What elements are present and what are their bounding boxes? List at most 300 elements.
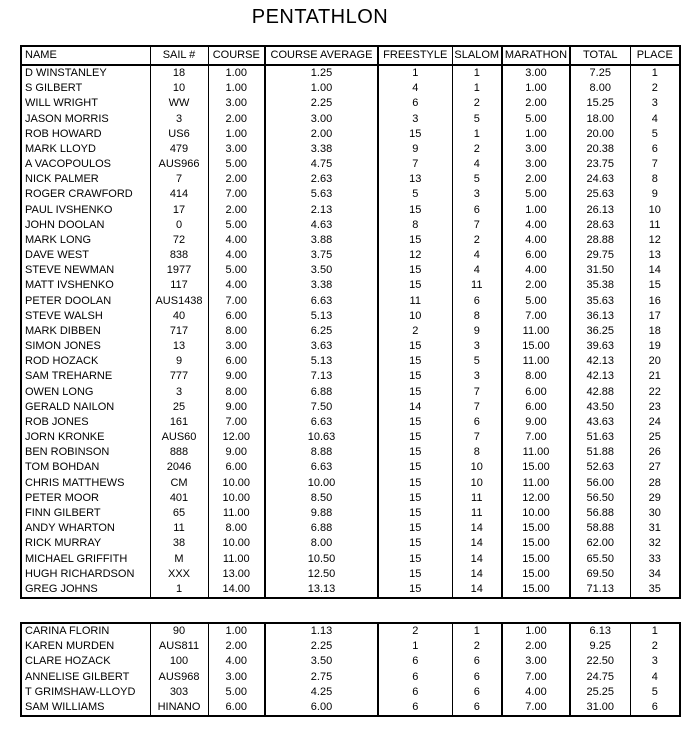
cell-total: 58.88 <box>570 521 630 536</box>
cell-slalom: 4 <box>452 157 502 172</box>
table-row <box>21 142 680 157</box>
cell-name: D WINSTANLEY <box>21 65 150 81</box>
cell-name: GERALD NAILON <box>21 400 150 415</box>
results-table-body <box>21 65 680 598</box>
cell-freestyle: 8 <box>378 218 452 233</box>
cell-place: 8 <box>651 173 658 186</box>
cell-marathon: 15.00 <box>502 582 570 598</box>
cell-marathon: 9.00 <box>502 415 570 430</box>
cell-name: JORN KRONKE <box>21 430 150 445</box>
cell-total: 39.63 <box>570 339 630 354</box>
cell-marathon: 4.00 <box>502 263 570 278</box>
column-header-course-average: COURSE AVERAGE <box>265 46 378 65</box>
cell-marathon: 1.00 <box>502 81 570 96</box>
cell-course-average: 3.50 <box>265 654 378 669</box>
cell-course: 6.00 <box>208 700 265 716</box>
cell-freestyle: 15 <box>378 430 452 445</box>
cell-course: 5.00 <box>208 218 265 233</box>
cell-sail-number: 7 <box>150 172 208 187</box>
cell-sail-number: 40 <box>150 309 208 324</box>
cell-sail-number: AUS966 <box>150 157 208 172</box>
cell-name: SIMON JONES <box>21 339 150 354</box>
cell-course: 8.00 <box>208 324 265 339</box>
cell-name: JOHN DOOLAN <box>21 218 150 233</box>
cell-slalom: 1 <box>452 127 502 142</box>
table-row <box>21 654 680 669</box>
cell-place: 19 <box>648 340 661 353</box>
cell-sail-number: M <box>150 552 208 567</box>
cell-course-average: 8.00 <box>265 536 378 551</box>
table-row <box>21 81 680 96</box>
cell-sail-number: 100 <box>150 654 208 669</box>
cell-freestyle: 15 <box>378 460 452 475</box>
cell-freestyle: 3 <box>378 112 452 127</box>
cell-total: 20.38 <box>570 142 630 157</box>
cell-slalom: 6 <box>452 203 502 218</box>
cell-slalom: 14 <box>452 552 502 567</box>
cell-freestyle: 13 <box>378 172 452 187</box>
cell-marathon: 6.00 <box>502 385 570 400</box>
cell-total: 65.50 <box>570 552 630 567</box>
cell-course: 5.00 <box>208 685 265 700</box>
cell-freestyle: 9 <box>378 142 452 157</box>
cell-name: MATT IVSHENKO <box>21 278 150 293</box>
cell-freestyle: 11 <box>378 294 452 309</box>
table-row <box>21 309 680 324</box>
cell-slalom: 9 <box>452 324 502 339</box>
cell-place: 3 <box>651 97 658 110</box>
cell-place: 24 <box>648 415 661 428</box>
cell-marathon: 3.00 <box>502 142 570 157</box>
cell-place: 2 <box>651 640 658 653</box>
cell-sail-number: HINANO <box>150 700 208 716</box>
cell-total: 24.63 <box>570 172 630 187</box>
cell-freestyle: 15 <box>378 491 452 506</box>
table-row <box>21 685 680 700</box>
results-table-header <box>21 46 680 65</box>
cell-freestyle: 6 <box>378 96 452 111</box>
cell-course: 6.00 <box>208 354 265 369</box>
cell-course-average: 2.13 <box>265 203 378 218</box>
cell-marathon: 11.00 <box>502 445 570 460</box>
cell-course: 4.00 <box>208 654 265 669</box>
cell-place: 25 <box>648 431 661 444</box>
cell-slalom: 7 <box>452 400 502 415</box>
cell-name: A VACOPOULOS <box>21 157 150 172</box>
cell-course-average: 6.63 <box>265 460 378 475</box>
cell-total: 20.00 <box>570 127 630 142</box>
cell-place: 6 <box>651 142 658 155</box>
column-header-course: COURSE <box>208 46 265 65</box>
cell-course-average: 5.13 <box>265 309 378 324</box>
cell-marathon: 3.00 <box>502 65 570 81</box>
table-row <box>21 639 680 654</box>
cell-freestyle: 15 <box>378 278 452 293</box>
cell-slalom: 10 <box>452 476 502 491</box>
cell-course-average: 2.25 <box>265 639 378 654</box>
cell-total: 62.00 <box>570 536 630 551</box>
table-row <box>21 476 680 491</box>
cell-sail-number: AUS968 <box>150 670 208 685</box>
cell-place: 27 <box>648 461 661 474</box>
cell-sail-number: 9 <box>150 354 208 369</box>
cell-course: 10.00 <box>208 476 265 491</box>
cell-sail-number: 479 <box>150 142 208 157</box>
cell-name: GREG JOHNS <box>21 582 150 598</box>
cell-slalom: 7 <box>452 385 502 400</box>
cell-slalom: 6 <box>452 685 502 700</box>
cell-name: PAUL IVSHENKO <box>21 203 150 218</box>
cell-marathon: 15.00 <box>502 567 570 582</box>
cell-course: 4.00 <box>208 248 265 263</box>
page-title: PENTATHLON <box>251 6 389 28</box>
cell-course: 2.00 <box>208 203 265 218</box>
table-row <box>21 172 680 187</box>
cell-marathon: 3.00 <box>502 654 570 669</box>
cell-place: 22 <box>648 385 661 398</box>
cell-total: 8.00 <box>570 81 630 96</box>
cell-slalom: 6 <box>452 654 502 669</box>
cell-place: 14 <box>648 264 661 277</box>
cell-course-average: 6.63 <box>265 415 378 430</box>
table-row <box>21 96 680 111</box>
table-row <box>21 294 680 309</box>
table-row <box>21 506 680 521</box>
cell-slalom: 2 <box>452 233 502 248</box>
cell-course-average: 4.63 <box>265 218 378 233</box>
cell-course: 7.00 <box>208 415 265 430</box>
cell-slalom: 1 <box>452 65 502 81</box>
cell-name: MICHAEL GRIFFITH <box>21 552 150 567</box>
cell-sail-number: 117 <box>150 278 208 293</box>
cell-marathon: 4.00 <box>502 685 570 700</box>
cell-freestyle: 15 <box>378 476 452 491</box>
cell-course: 11.00 <box>208 506 265 521</box>
cell-course: 8.00 <box>208 385 265 400</box>
cell-marathon: 7.00 <box>502 309 570 324</box>
cell-course-average: 5.13 <box>265 354 378 369</box>
cell-name: STEVE WALSH <box>21 309 150 324</box>
cell-total: 42.88 <box>570 385 630 400</box>
cell-total: 25.25 <box>570 685 630 700</box>
cell-course: 9.00 <box>208 400 265 415</box>
cell-total: 56.88 <box>570 506 630 521</box>
cell-course-average: 3.75 <box>265 248 378 263</box>
cell-course-average: 3.38 <box>265 142 378 157</box>
cell-freestyle: 6 <box>378 685 452 700</box>
cell-total: 25.63 <box>570 187 630 202</box>
cell-marathon: 15.00 <box>502 521 570 536</box>
cell-place: 34 <box>648 567 661 580</box>
cell-sail-number: 2046 <box>150 460 208 475</box>
cell-course-average: 8.88 <box>265 445 378 460</box>
cell-sail-number: 414 <box>150 187 208 202</box>
cell-total: 26.13 <box>570 203 630 218</box>
cell-course-average: 4.25 <box>265 685 378 700</box>
table-row <box>21 369 680 384</box>
cell-course: 3.00 <box>208 96 265 111</box>
cell-sail-number: 717 <box>150 324 208 339</box>
cell-total: 43.50 <box>570 400 630 415</box>
cell-place: 23 <box>648 400 661 413</box>
table-row <box>21 157 680 172</box>
cell-marathon: 4.00 <box>502 218 570 233</box>
cell-marathon: 2.00 <box>502 172 570 187</box>
cell-total: 28.63 <box>570 218 630 233</box>
cell-sail-number: 3 <box>150 385 208 400</box>
cell-course: 10.00 <box>208 536 265 551</box>
cell-course: 4.00 <box>208 233 265 248</box>
table-row <box>21 203 680 218</box>
cell-place: 29 <box>648 491 661 504</box>
cell-sail-number: 777 <box>150 369 208 384</box>
table-row <box>21 278 680 293</box>
cell-slalom: 11 <box>452 491 502 506</box>
cell-name: TOM BOHDAN <box>21 460 150 475</box>
cell-course-average: 6.88 <box>265 521 378 536</box>
cell-marathon: 11.00 <box>502 476 570 491</box>
cell-name: KAREN MURDEN <box>21 639 150 654</box>
table-row <box>21 415 680 430</box>
cell-total: 7.25 <box>570 65 630 81</box>
cell-marathon: 7.00 <box>502 700 570 716</box>
cell-sail-number: 303 <box>150 685 208 700</box>
cell-course: 11.00 <box>208 552 265 567</box>
cell-place: 28 <box>648 476 661 489</box>
cell-course: 4.00 <box>208 278 265 293</box>
table-row <box>21 127 680 142</box>
cell-freestyle: 2 <box>378 623 452 639</box>
cell-total: 35.38 <box>570 278 630 293</box>
cell-sail-number: 18 <box>150 65 208 81</box>
cell-freestyle: 15 <box>378 415 452 430</box>
cell-course: 3.00 <box>208 142 265 157</box>
cell-freestyle: 1 <box>378 639 452 654</box>
cell-course-average: 3.63 <box>265 339 378 354</box>
header-row <box>21 46 680 65</box>
table-row <box>21 112 680 127</box>
cell-sail-number: XXX <box>150 567 208 582</box>
cell-place: 1 <box>651 625 658 637</box>
cell-sail-number: 3 <box>150 112 208 127</box>
table-row <box>21 430 680 445</box>
cell-course: 8.00 <box>208 521 265 536</box>
cell-sail-number: AUS811 <box>150 639 208 654</box>
cell-slalom: 2 <box>452 96 502 111</box>
cell-total: 22.50 <box>570 654 630 669</box>
cell-slalom: 5 <box>452 112 502 127</box>
cell-course: 10.00 <box>208 491 265 506</box>
table-row <box>21 233 680 248</box>
cell-total: 42.13 <box>570 369 630 384</box>
column-header-marathon: MARATHON <box>502 46 570 65</box>
cell-place: 12 <box>648 233 661 246</box>
cell-place: 2 <box>651 82 658 95</box>
cell-name: S GILBERT <box>21 81 150 96</box>
cell-freestyle: 15 <box>378 552 452 567</box>
cell-course-average: 10.00 <box>265 476 378 491</box>
cell-marathon: 4.00 <box>502 233 570 248</box>
cell-slalom: 7 <box>452 430 502 445</box>
cell-place: 6 <box>651 700 658 713</box>
cell-marathon: 1.00 <box>502 127 570 142</box>
cell-sail-number: 888 <box>150 445 208 460</box>
cell-course: 1.00 <box>208 127 265 142</box>
cell-course-average: 2.75 <box>265 670 378 685</box>
cell-freestyle: 15 <box>378 369 452 384</box>
cell-course-average: 9.88 <box>265 506 378 521</box>
cell-freestyle: 1 <box>378 65 452 81</box>
table-row <box>21 339 680 354</box>
cell-freestyle: 2 <box>378 324 452 339</box>
cell-course: 1.00 <box>208 65 265 81</box>
cell-freestyle: 14 <box>378 400 452 415</box>
cell-course-average: 10.63 <box>265 430 378 445</box>
cell-course-average: 6.00 <box>265 700 378 716</box>
cell-total: 36.25 <box>570 324 630 339</box>
cell-marathon: 1.00 <box>502 623 570 639</box>
cell-course-average: 3.00 <box>265 112 378 127</box>
cell-name: PETER DOOLAN <box>21 294 150 309</box>
cell-sail-number: 0 <box>150 218 208 233</box>
table-row <box>21 400 680 415</box>
cell-sail-number: AUS60 <box>150 430 208 445</box>
cell-marathon: 7.00 <box>502 430 570 445</box>
cell-course: 6.00 <box>208 309 265 324</box>
cell-place: 30 <box>648 506 661 519</box>
cell-place: 18 <box>648 324 661 337</box>
cell-slalom: 5 <box>452 172 502 187</box>
column-header-sail-number: SAIL # <box>150 46 208 65</box>
cell-marathon: 1.00 <box>502 203 570 218</box>
cell-place: 20 <box>648 355 661 368</box>
cell-sail-number: 72 <box>150 233 208 248</box>
cell-sail-number: 838 <box>150 248 208 263</box>
cell-sail-number: CM <box>150 476 208 491</box>
cell-slalom: 3 <box>452 187 502 202</box>
cell-marathon: 15.00 <box>502 536 570 551</box>
cell-course-average: 3.88 <box>265 233 378 248</box>
cell-name: WILL WRIGHT <box>21 96 150 111</box>
cell-course-average: 8.50 <box>265 491 378 506</box>
cell-freestyle: 15 <box>378 536 452 551</box>
cell-total: 18.00 <box>570 112 630 127</box>
cell-marathon: 15.00 <box>502 339 570 354</box>
cell-course: 12.00 <box>208 430 265 445</box>
cell-course: 2.00 <box>208 172 265 187</box>
cell-slalom: 5 <box>452 354 502 369</box>
cell-place: 17 <box>648 309 661 322</box>
cell-slalom: 6 <box>452 415 502 430</box>
cell-course: 7.00 <box>208 294 265 309</box>
cell-course-average: 7.50 <box>265 400 378 415</box>
cell-freestyle: 15 <box>378 582 452 598</box>
cell-place: 4 <box>651 670 658 683</box>
cell-slalom: 11 <box>452 278 502 293</box>
cell-freestyle: 15 <box>378 127 452 142</box>
table-row <box>21 445 680 460</box>
cell-slalom: 8 <box>452 445 502 460</box>
cell-course: 1.00 <box>208 623 265 639</box>
table-row <box>21 623 680 639</box>
lower-results-table <box>20 622 681 717</box>
cell-sail-number: 90 <box>150 623 208 639</box>
cell-course: 13.00 <box>208 567 265 582</box>
column-header-total: TOTAL <box>570 46 630 65</box>
cell-course-average: 10.50 <box>265 552 378 567</box>
table-row <box>21 670 680 685</box>
cell-freestyle: 7 <box>378 157 452 172</box>
cell-slalom: 11 <box>452 506 502 521</box>
column-header-place: PLACE <box>630 46 680 65</box>
table-row <box>21 354 680 369</box>
cell-sail-number: 38 <box>150 536 208 551</box>
cell-place: 5 <box>651 127 658 140</box>
cell-name: DAVE WEST <box>21 248 150 263</box>
cell-slalom: 14 <box>452 567 502 582</box>
table-row <box>21 700 680 716</box>
cell-sail-number: 17 <box>150 203 208 218</box>
cell-place: 32 <box>648 537 661 550</box>
column-header-name: NAME <box>21 46 150 65</box>
cell-name: JASON MORRIS <box>21 112 150 127</box>
cell-name: FINN GILBERT <box>21 506 150 521</box>
cell-total: 43.63 <box>570 415 630 430</box>
cell-name: NICK PALMER <box>21 172 150 187</box>
cell-course: 9.00 <box>208 445 265 460</box>
table-row <box>21 324 680 339</box>
cell-course: 2.00 <box>208 112 265 127</box>
cell-marathon: 8.00 <box>502 369 570 384</box>
cell-name: T GRIMSHAW-LLOYD <box>21 685 150 700</box>
cell-place: 31 <box>648 522 661 535</box>
cell-marathon: 12.00 <box>502 491 570 506</box>
table-row <box>21 263 680 278</box>
cell-place: 10 <box>648 203 661 216</box>
cell-freestyle: 15 <box>378 506 452 521</box>
cell-marathon: 2.00 <box>502 278 570 293</box>
cell-freestyle: 15 <box>378 567 452 582</box>
cell-name: ANDY WHARTON <box>21 521 150 536</box>
cell-slalom: 3 <box>452 369 502 384</box>
cell-marathon: 6.00 <box>502 400 570 415</box>
cell-course: 14.00 <box>208 582 265 598</box>
cell-place: 5 <box>651 685 658 698</box>
table-row <box>21 248 680 263</box>
cell-slalom: 6 <box>452 700 502 716</box>
cell-total: 29.75 <box>570 248 630 263</box>
cell-marathon: 2.00 <box>502 639 570 654</box>
cell-total: 51.88 <box>570 445 630 460</box>
cell-course-average: 6.63 <box>265 294 378 309</box>
cell-place: 21 <box>648 370 661 383</box>
cell-sail-number: 25 <box>150 400 208 415</box>
cell-name: BEN ROBINSON <box>21 445 150 460</box>
cell-sail-number: 1 <box>150 582 208 598</box>
cell-place: 11 <box>649 218 661 231</box>
cell-name: MARK LONG <box>21 233 150 248</box>
cell-freestyle: 6 <box>378 654 452 669</box>
cell-marathon: 15.00 <box>502 460 570 475</box>
cell-marathon: 6.00 <box>502 248 570 263</box>
cell-freestyle: 15 <box>378 521 452 536</box>
cell-course-average: 5.63 <box>265 187 378 202</box>
cell-name: RICK MURRAY <box>21 536 150 551</box>
cell-name: MARK LLOYD <box>21 142 150 157</box>
cell-name: PETER MOOR <box>21 491 150 506</box>
cell-total: 15.25 <box>570 96 630 111</box>
cell-slalom: 6 <box>452 670 502 685</box>
